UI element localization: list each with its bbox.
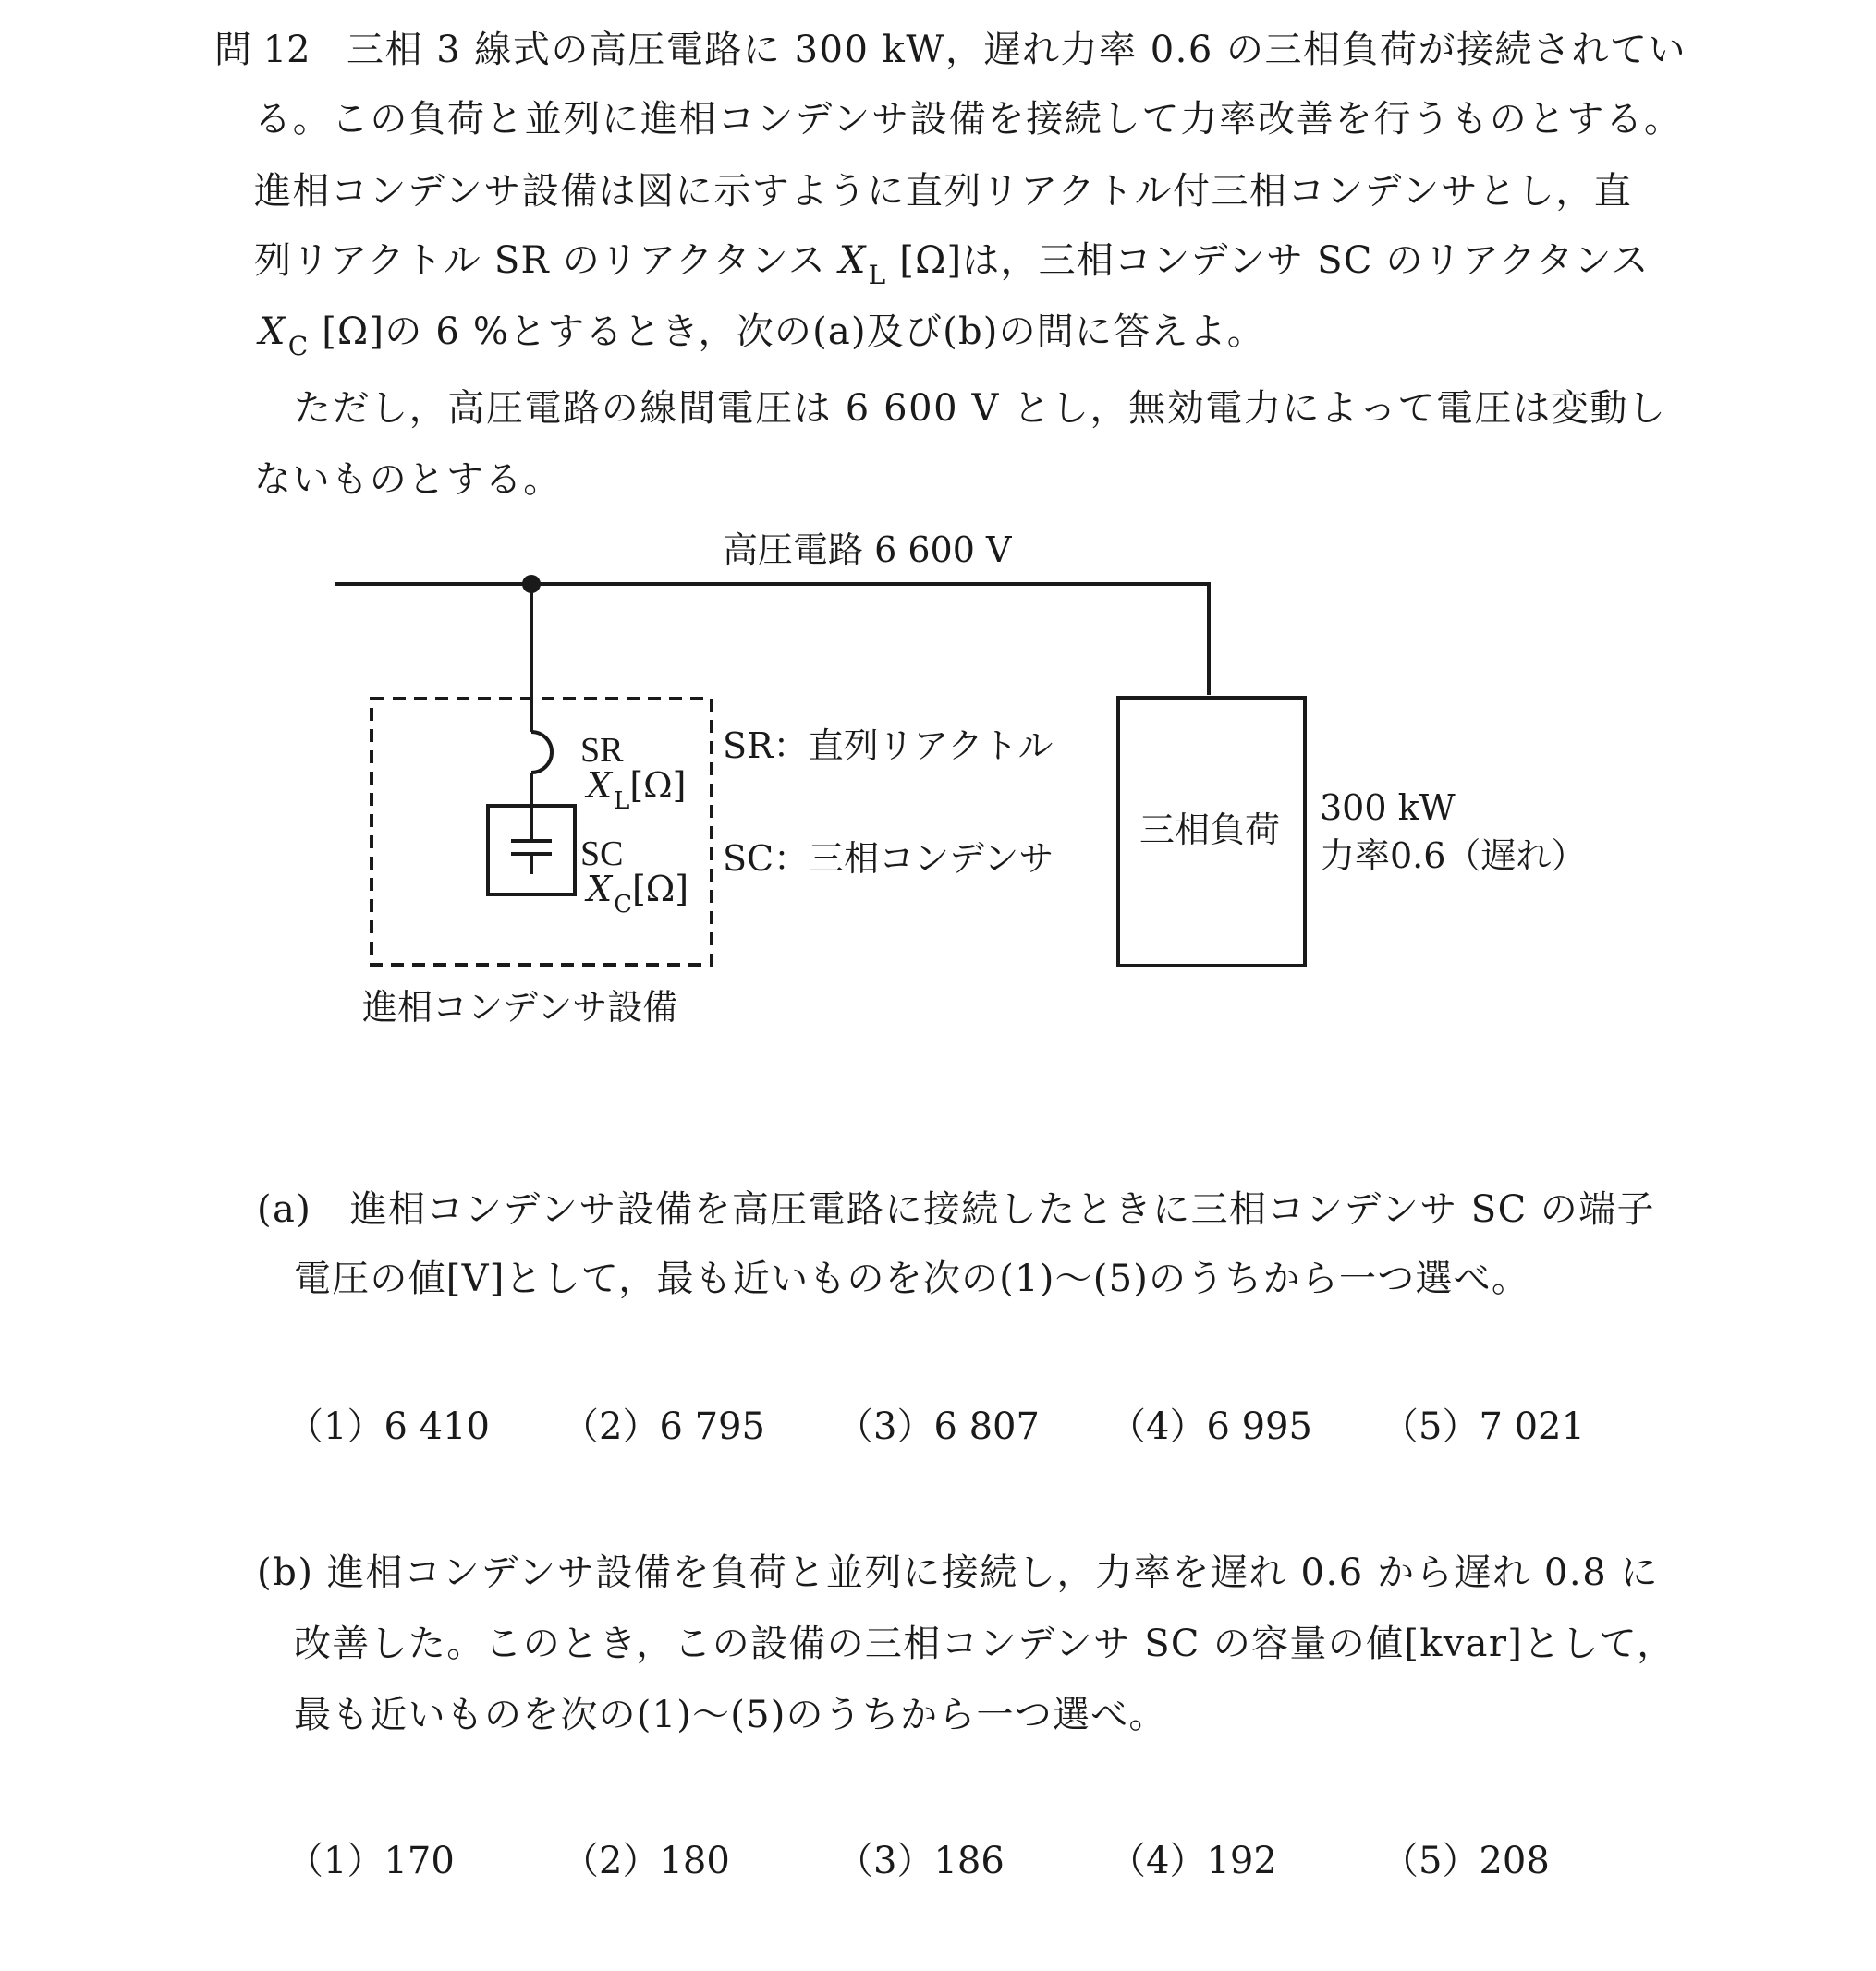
sc-unit: [Ω] xyxy=(631,869,689,909)
question-b-line-2: 改善した。このとき，この設備の三相コンデンサ SC の容量の値[kvar]として， xyxy=(294,1623,1675,1665)
problem-line-1: 三相 3 線式の高圧電路に 300 kW，遅れ力率 0.6 の三相負荷が接続されてい xyxy=(347,29,1687,71)
option-b-5[interactable]: （5）208 xyxy=(1382,1840,1550,1882)
reactor-symbol xyxy=(531,732,552,773)
problem-line-5-text: [Ω]の 6 %とするとき，次の(a)及び(b)の問に答えよ。 xyxy=(309,310,1265,353)
condition-line-2: ないものとする。 xyxy=(254,458,562,501)
option-b-2[interactable]: （2）180 xyxy=(562,1840,730,1882)
sc-var: X xyxy=(587,869,613,909)
problem-line-4-text-a: 列リアクトル SR のリアクタンス xyxy=(254,239,839,282)
option-a-3[interactable]: （3）6 807 xyxy=(836,1405,1040,1448)
option-a-4[interactable]: （4）6 995 xyxy=(1109,1405,1312,1448)
option-a-1[interactable]: （1）6 410 xyxy=(286,1405,490,1448)
load-label: 三相負荷 xyxy=(1139,809,1281,850)
bus-junction-dot xyxy=(522,575,541,593)
equipment-label: 進相コンデンサ設備 xyxy=(362,987,678,1028)
load-power-label: 300 kW xyxy=(1320,787,1456,828)
legend-sc: SC：三相コンデンサ xyxy=(723,838,1054,879)
problem-line-2: る。この負荷と並列に進相コンデンサ設備を接続して力率改善を行うものとする。 xyxy=(254,98,1683,140)
question-a-line-1: (a) 進相コンデンサ設備を高圧電路に接続したときに三相コンデンサ SC の端子 xyxy=(257,1188,1655,1231)
option-b-1[interactable]: （1）170 xyxy=(286,1840,455,1882)
option-b-3[interactable]: （3）186 xyxy=(836,1840,1005,1882)
xl-variable: X xyxy=(838,239,867,282)
sc-label: SC xyxy=(580,834,624,873)
option-a-5[interactable]: （5）7 021 xyxy=(1382,1405,1585,1448)
question-b-line-1: (b) 進相コンデンサ設備を負荷と並列に接続し，力率を遅れ 0.6 から遅れ 0.8 に xyxy=(257,1551,1660,1594)
question-b-line-3: 最も近いものを次の(1)〜(5)のうちから一つ選べ。 xyxy=(294,1694,1167,1736)
sr-reactance-label xyxy=(587,765,687,815)
sc-sub: C xyxy=(614,891,632,919)
sr-unit: [Ω] xyxy=(629,765,687,806)
bus-label: 高圧電路 6 600 V xyxy=(723,529,1012,570)
xc-subscript: C xyxy=(287,331,310,361)
sr-label: SR xyxy=(580,731,624,770)
sc-reactance-label xyxy=(587,869,689,919)
sr-var: X xyxy=(587,765,613,806)
xc-variable: X xyxy=(259,310,286,353)
condition-line-1: ただし，高圧電路の線間電圧は 6 600 V とし，無効電力によって電圧は変動し xyxy=(294,387,1667,430)
question-a-line-2: 電圧の値[V]として，最も近いものを次の(1)〜(5)のうちから一つ選べ。 xyxy=(294,1258,1530,1300)
equipment-dashed-box xyxy=(372,699,712,965)
sr-sub: L xyxy=(614,787,630,815)
option-a-2[interactable]: （2）6 795 xyxy=(562,1405,765,1448)
load-pf-label: 力率0.6（遅れ） xyxy=(1320,835,1587,876)
legend-sr: SR：直列リアクトル xyxy=(723,725,1054,766)
problem-line-3: 進相コンデンサ設備は図に示すように直列リアクトル付三相コンデンサとし，直 xyxy=(254,170,1633,213)
problem-number: 問 12 xyxy=(214,29,311,71)
option-b-4[interactable]: （4）192 xyxy=(1109,1840,1277,1882)
xl-subscript: L xyxy=(868,260,887,290)
problem-line-4-text-b: [Ω]は，三相コンデンサ SC のリアクタンス xyxy=(886,239,1650,282)
